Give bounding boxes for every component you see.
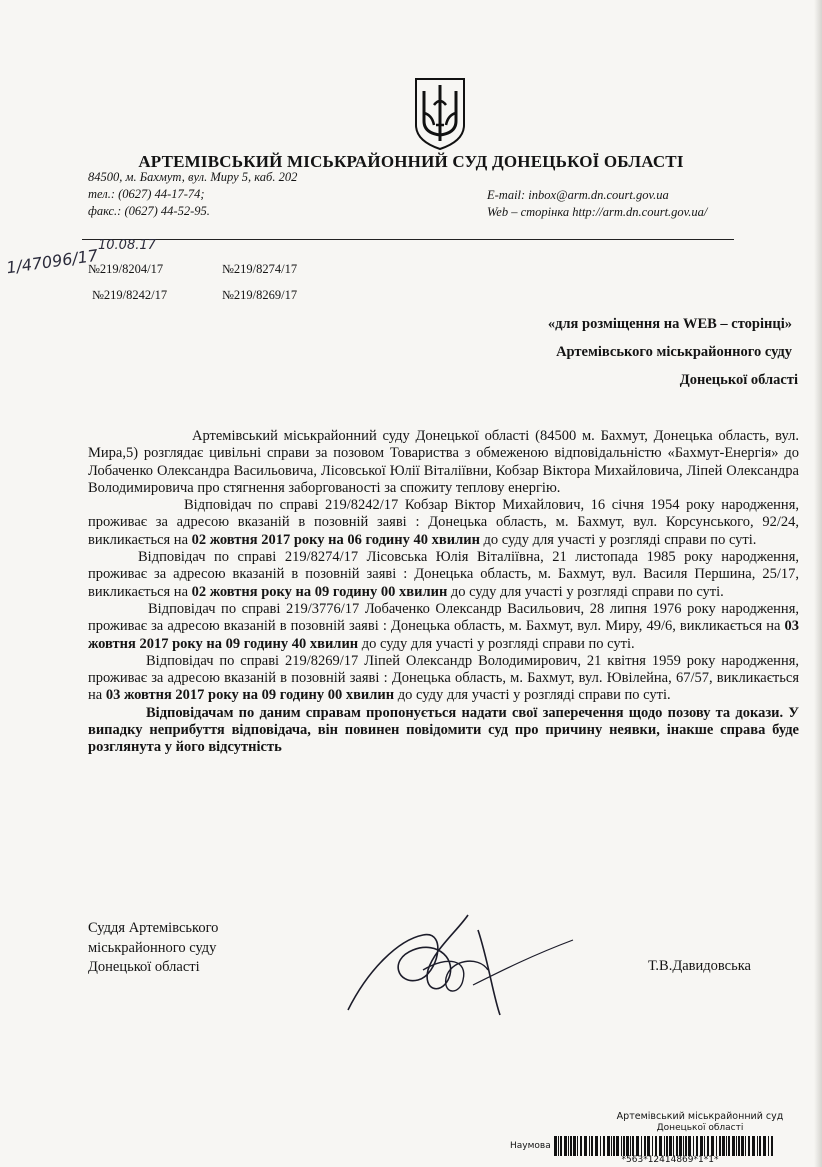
barcode-bar — [611, 1136, 612, 1156]
barcode-bar — [752, 1136, 755, 1156]
signature-line: Донецької області — [88, 959, 200, 975]
judge-name: Т.В.Давидовська — [648, 958, 751, 974]
paper-edge-shadow — [814, 0, 822, 1167]
barcode-bar — [738, 1136, 740, 1156]
case-number: №219/8242/17 — [92, 288, 168, 302]
barcode-bar — [688, 1136, 691, 1156]
barcode-bar — [560, 1136, 562, 1156]
case-number: №219/8269/17 — [222, 288, 298, 302]
document-body — [88, 428, 799, 757]
court-title: АРТЕМІВСЬКИЙ МІСЬКРАЙОННИЙ СУД ДОНЕЦЬКОЇ ОБЛАСТІ — [138, 152, 684, 171]
barcode-bar — [726, 1136, 727, 1156]
barcode-bar — [623, 1136, 625, 1156]
addressee-line3: Донецької області — [679, 372, 798, 388]
hearing-date: 03 жовтня 2017 року на 09 годину 40 хвилин — [88, 618, 799, 652]
defendant-paragraph-lobachenko: Відповідач по справі 219/3776/17 Лобаченко Олександр Васильович, 28 липня 1976 року народження, проживає за адресою вказаній в позовній заяві : Донецька область, м. Бахмут, вул. Миру, 49/6, викликається на 03 жовтня 2017 року на 09 годину 40 хвилин до суду для участі у розгляді справи по суті. — [88, 600, 799, 652]
trident-emblem-icon — [412, 75, 468, 151]
court-address: 84500, м. Бахмут, вул. Миру 5, каб. 202 — [88, 170, 298, 184]
handwritten-date: 10.08.17 — [98, 238, 156, 253]
barcode-bar — [589, 1136, 590, 1156]
barcode-bar — [636, 1136, 639, 1156]
handwritten-signature — [328, 900, 588, 1020]
barcode-bar — [728, 1136, 730, 1156]
case-number: №219/8274/17 — [222, 262, 298, 276]
barcode-bar — [676, 1136, 678, 1156]
barcode-bar — [632, 1136, 634, 1156]
signature-line: міськрайонного суду — [88, 939, 217, 956]
barcode-bar — [716, 1136, 717, 1156]
defendant-paragraph-lipei: Відповідач по справі 219/8269/17 Ліпей Олександр Володимирович, 21 квітня 1959 року народження, проживає за адресою вказаній в позовній заяві : Донецька область, м. Бахмут, вул. Ювілейна, 67/57, викликається на 03 жовтня 2017 року на 09 годину 00 хвилин до суду для участі у розгляді справи по суті. — [88, 652, 799, 704]
barcode-bar — [748, 1136, 750, 1156]
addressee-line1: «для розміщення на WEB – сторінці» — [547, 316, 792, 332]
barcode-bar — [685, 1136, 687, 1156]
notice-paragraph: Відповідачам по даним справам пропонується надати свої заперечення щодо позову та докази. У випадку неприбуття відповідача, він повинен повідомити суд про причину неявки, інакше справа буде розглянута у його відсутність — [88, 704, 799, 756]
judge-signature-block — [88, 919, 218, 978]
barcode-bar — [591, 1136, 593, 1156]
barcode-bar — [621, 1136, 622, 1156]
handwritten-incoming-number: 1/47096/17 — [5, 245, 100, 278]
hearing-date: 02 жовтня 2017 року на 06 годину 40 хвилин — [191, 531, 480, 548]
barcode-bar — [564, 1136, 567, 1156]
barcode-bar — [584, 1136, 587, 1156]
barcode-bar — [603, 1136, 605, 1156]
barcode-bar — [719, 1136, 721, 1156]
hearing-date: 03 жовтня 2017 року на 09 годину 00 хвилин — [105, 687, 395, 704]
barcode-bar — [771, 1136, 773, 1156]
barcode-bar — [679, 1136, 682, 1156]
barcode-bar — [732, 1136, 735, 1156]
barcode-bar — [577, 1136, 578, 1156]
barcode-bar — [666, 1136, 668, 1156]
barcode-bar — [707, 1136, 709, 1156]
hearing-date: 02 жовтня року на 09 годину 00 хвилин — [191, 583, 448, 600]
barcode-bar — [736, 1136, 737, 1156]
barcode-bar — [673, 1136, 674, 1156]
barcode-bar — [600, 1136, 601, 1156]
barcode-bar — [655, 1136, 657, 1156]
stamp-court-name: Артемівський міськрайонний суд — [616, 1111, 784, 1122]
barcode-bar — [616, 1136, 619, 1156]
barcode-bar — [757, 1136, 758, 1156]
barcode-bar — [630, 1136, 631, 1156]
barcode-bar — [745, 1136, 746, 1156]
court-email: E-mail: inbox@arm.dn.court.gov.ua — [487, 188, 669, 202]
barcode-bar — [568, 1136, 569, 1156]
court-website: Web – сторінка http://arm.dn.court.gov.ua/ — [487, 205, 708, 219]
barcode-bar — [570, 1136, 572, 1156]
intro-paragraph: Артемівський міськрайонний суду Донецької області (84500 м. Бахмут, Донецька область, вул. Мира,5) розглядає цивільні справи за позовом Товариства з обмеженою відповідальністю «Бахмут-Енергія» до Лобаченко Олександра Васильовича, Лісовської Юлії Віталіївни, Кобзар Віктора Михайловича, Ліпей Олександра Володимировича про стягнення заборгованості за спожиту теплову енергію. — [88, 428, 799, 496]
signature-line: Суддя Артемівського — [88, 920, 219, 936]
stamp-clerk-label: Наумова — [510, 1141, 551, 1151]
court-fax: факс.: (0627) 44-52-95. — [88, 204, 210, 218]
barcode-bar — [693, 1136, 694, 1156]
barcode-bar — [768, 1136, 769, 1156]
barcode-bar — [683, 1136, 684, 1156]
barcode-bar — [613, 1136, 615, 1156]
stamp-region: Донецької області — [656, 1123, 744, 1133]
barcode-bar — [644, 1136, 646, 1156]
barcode-bar — [595, 1136, 598, 1156]
court-phone: тел.: (0627) 44-17-74; — [88, 187, 205, 201]
registration-stamp — [510, 1108, 810, 1167]
barcode-icon — [554, 1136, 774, 1156]
stamp-barcode-code: *563*12414869*1*1* — [621, 1155, 719, 1165]
barcode-bar — [741, 1136, 744, 1156]
barcode-bar — [669, 1136, 672, 1156]
barcode-bar — [704, 1136, 705, 1156]
barcode-bar — [711, 1136, 714, 1156]
barcode-bar — [558, 1136, 559, 1156]
case-number: №219/8204/17 — [88, 262, 164, 276]
barcode-bar — [700, 1136, 703, 1156]
addressee-line2: Артемівського міськрайонного суду — [556, 344, 792, 360]
barcode-bar — [722, 1136, 725, 1156]
barcode-bar — [763, 1136, 766, 1156]
barcode-bar — [641, 1136, 642, 1156]
barcode-bar — [626, 1136, 629, 1156]
barcode-bar — [652, 1136, 653, 1156]
defendant-paragraph-lisovska: Відповідач по справі 219/8274/17 Лісовська Юлія Віталіївна, 21 листопада 1985 року народження, проживає за адресою вказаній в позовній заяві : Донецька область, м. Бахмут, вул. Василя Першина, 25/17, викликається на 02 жовтня року на 09 годину 00 хвилин до суду для участі у розгляді справи по суті. — [88, 549, 799, 600]
barcode-bar — [607, 1136, 610, 1156]
barcode-bar — [580, 1136, 582, 1156]
barcode-bar — [659, 1136, 662, 1156]
barcode-bar — [664, 1136, 665, 1156]
barcode-bar — [647, 1136, 650, 1156]
barcode-bar — [554, 1136, 557, 1156]
barcode-bar — [759, 1136, 761, 1156]
defendant-paragraph-kobzar: Відповідач по справі 219/8242/17 Кобзар Віктор Михайлович, 16 січня 1954 року народження, проживає за адресою вказаній в позовній заяві : Донецька область, м. Бахмут, вул. Корсунського, 92/24, викликається на 02 жовтня 2017 року на 06 годину 40 хвилин до суду для участі у розгляді справи по суті. — [88, 497, 799, 548]
barcode-bar — [573, 1136, 576, 1156]
header-divider — [82, 239, 734, 240]
barcode-bar — [696, 1136, 698, 1156]
